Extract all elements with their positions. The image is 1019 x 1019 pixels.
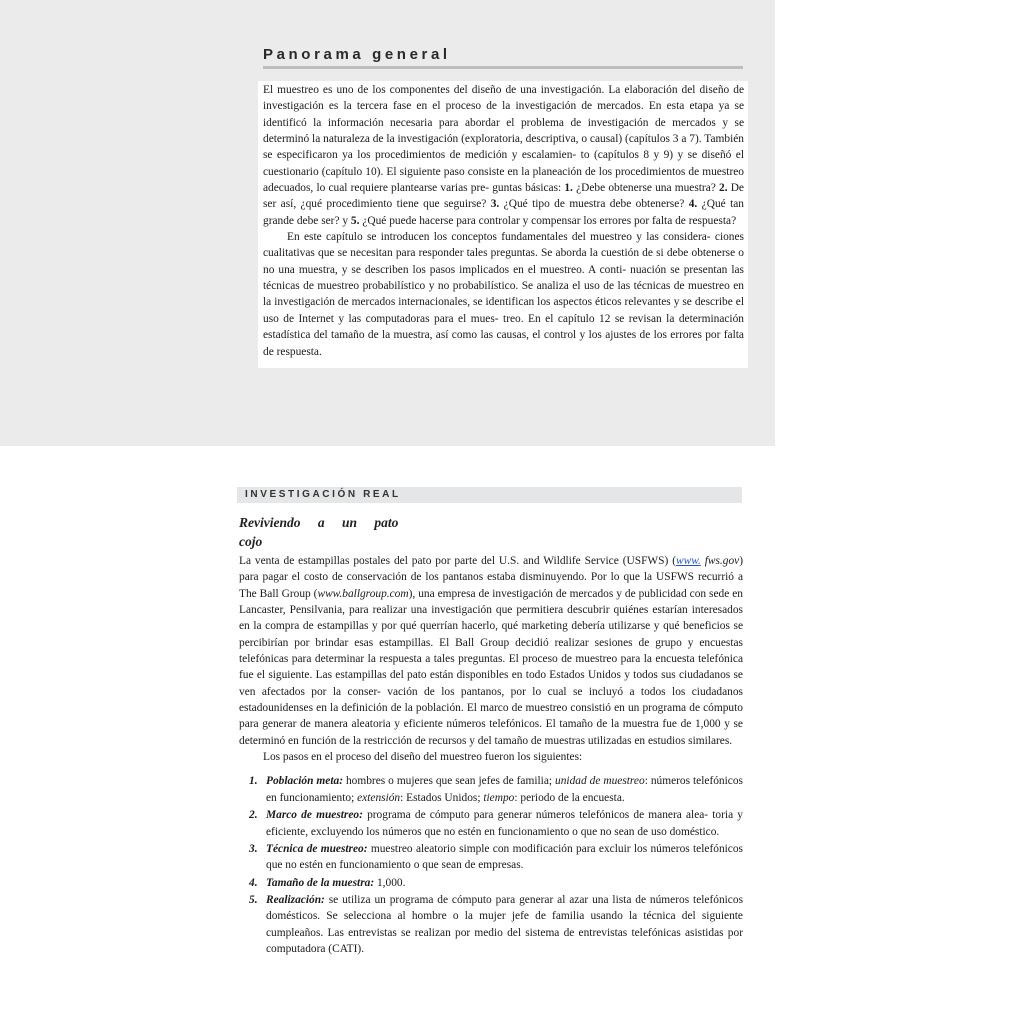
case-paragraph-2: Los pasos en el proceso del diseño del muestreo fueron los siguientes:	[263, 751, 583, 764]
list-item: 3. Técnica de muestreo: muestreo aleatorio simple con modificación para excluir los números telefónicos que no estén en funcionamiento o que sean de empresas.	[249, 842, 743, 872]
list-item: 2. Marco de muestreo: programa de cómputo para generar números telefónicos de manera alea- toria y eficiente, excluyendo los números que no estén en funcionamiento o que no sean de uso doméstico.	[249, 809, 743, 838]
overview-paragraph-2: En este capítulo se introducen los conceptos fundamentales del muestreo y las considera- ciones cualitativas que se necesitan para responder tales preguntas. Se aborda la cuestión de si debe obtenerse o no una muestra, y se describen los pasos implicados en el muestreo. A conti- nuación se presentan las técnicas de muestreo probabilístico y no probabilístico. Se analiza el uso de las técnicas de muestreo en la investigación de mercados internacionales, se identifican los aspectos éticos relevantes y se describe el uso de Internet y las computadoras para el mues- treo. En el capítulo 12 se revisan la determinación estadística del tamaño de la muestra, así como las causas, el control y los ajustes de los errores por falta de respuesta.	[263, 231, 744, 358]
list-item: 1. Población meta: hombres o mujeres que sean jefes de familia; unidad de muestreo: números telefónicos en funcionamiento; extensión: Estados Unidos; tiempo: periodo de la encuesta.	[249, 775, 743, 804]
overview-text	[263, 82, 744, 360]
case-title: Reviviendo a un pato cojo	[239, 515, 399, 549]
overview-title-rule	[263, 66, 743, 69]
sampling-steps-list	[239, 773, 743, 957]
usfws-link[interactable]: www.	[676, 555, 701, 567]
ballgroup-link[interactable]: www.ballgroup.com	[317, 587, 409, 600]
list-item: 5. Realización: se utiliza un programa de cómputo para generar al azar una lista de números telefónicos domésticos. Se selecciona al hombre o la mujer jefe de familia usando la técnica del siguiente cumpleaños. Las entrevistas se realizan por medio del sistema de entrevistas telefónicas asistidas por computadora (CATI).	[249, 893, 743, 955]
real-research-banner-label: INVESTIGACIÓN REAL	[245, 489, 401, 500]
real-research-banner	[237, 487, 742, 503]
overview-title: Panorama general	[263, 46, 451, 63]
list-item: 4. Tamaño de la muestra: 1,000.	[249, 876, 406, 889]
overview-paragraph-1: El muestreo es uno de los componentes del diseño de una investigación. La elaboración del diseño de investigación es la tercera fase en el proceso de la investigación de mercados. En esta etapa ya se identificó la información necesaria para abordar el problema de investigación de mercados y se determinó la naturaleza de la investigación (exploratoria, descriptiva, o causal) (capítulos 3 a 7). También se especificaron ya los procedimientos de medición y escalamien- to (capítulos 8 y 9) y se diseñó el cuestionario (capítulo 10). El siguiente paso consiste en la planeación de los procedimientos de muestreo adecuados, lo cual requiere plantearse varias pre- guntas básicas: 1. ¿Debe obtenerse una muestra? 2. De ser así, ¿qué procedimiento tiene que seguirse? 3. ¿Qué tipo de muestra debe obtenerse? 4. ¿Qué tan grande debe ser? y 5. ¿Qué puede hacerse para controlar y compensar los errores por falta de respuesta?	[263, 84, 744, 227]
case-body	[239, 553, 743, 958]
case-paragraph-1: La venta de estampillas postales del pato por parte del U.S. and Wildlife Service (USFWS) (www. fws.gov) para pagar el costo de conservación de los pantanos estaba disminuyendo. Por lo que la USFWS recurrió a The Ball Group (www.ballgroup.com), una empresa de investigación de mercados y de publicidad con sede en Lancaster, Pensilvania, para realizar una investigación que permitiera descubrir quiénes estarían interesados en la compra de estampillas y por qué querrían hacerlo, qué marketing debería utilizarse y qué beneficios se percibirían por brindar esas estampillas. El Ball Group decidió realizar sesiones de grupo y encuestas telefónicas para determinar la respuesta a tales preguntas. El proceso de muestreo para la encuesta telefónica fue el siguiente. Las estampillas del pato están disponibles en todo Estados Unidos y todos sus ciudadanos se ven afectados por la conser- vación de los pantanos, por lo cual se incluyó a todos los ciudadanos estadounidenses en la definición de la población. El marco de muestreo consistió en un programa de cómputo para generar de manera aleatoria y eficiente números telefónicos. El tamaño de la muestra fue de 1,000 y se determinó en función de la restricción de recursos y del tamaño de muestras utilizadas en estudios similares.	[239, 555, 743, 747]
